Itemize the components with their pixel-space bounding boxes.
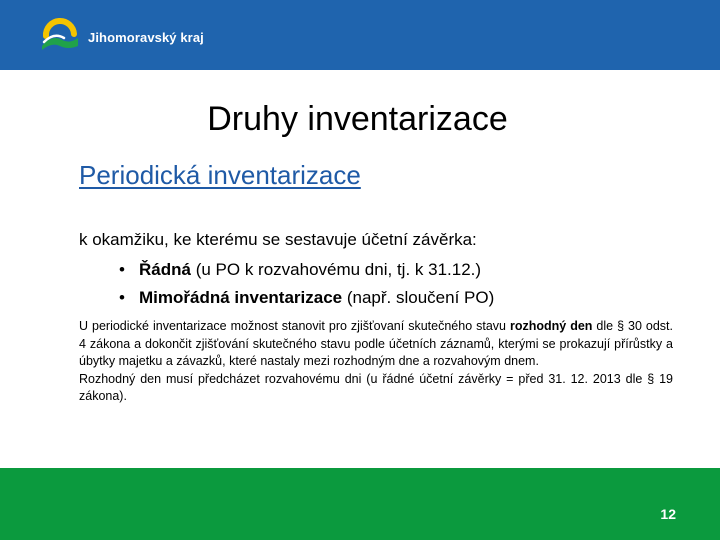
footer-bar bbox=[0, 468, 720, 540]
bullet-text: (např. sloučení PO) bbox=[342, 288, 495, 307]
paragraph-rozvahovy-den: Rozhodný den musí předcházet rozvahovému dni (u řádné účetní závěrky = před 31. 12. 2013 dle § 19 zákona). bbox=[79, 371, 673, 403]
body-text bbox=[79, 318, 673, 406]
header-bar bbox=[0, 0, 720, 70]
bullet-text: (u PO k rozvahovému dni, tj. k 31.12.) bbox=[190, 260, 482, 279]
bullet-icon: • bbox=[119, 260, 125, 279]
list-item bbox=[119, 258, 494, 286]
paragraph-text: dle § 30 odst. 4 zákona a dokončit zjišťování skutečného stavu podle účetních záznamů, kterými se prokazují přírůstky a úbytky majetku a závazků, které nastaly mezi rozhodným dne a rozvahovým dnem. bbox=[79, 319, 673, 368]
page-number: 12 bbox=[660, 506, 676, 522]
jihomoravsky-kraj-logo-icon bbox=[40, 16, 80, 52]
paragraph-bold-text: rozhodný den bbox=[509, 319, 593, 333]
paragraph-rozhodny-den bbox=[79, 318, 673, 371]
paragraph-text: U periodické inventarizace možnost stanovit pro zjišťovaní skutečného stavu bbox=[79, 319, 510, 333]
bullet-list bbox=[119, 258, 494, 314]
slide-title: Druhy inventarizace bbox=[207, 100, 508, 138]
brand-name: Jihomoravský kraj bbox=[88, 30, 204, 45]
bullet-bold-text: Řádná bbox=[139, 260, 191, 279]
list-item bbox=[119, 286, 494, 314]
intro-text: k okamžiku, ke kterému se sestavuje účetní závěrka: bbox=[79, 230, 477, 249]
bullet-bold-text: Mimořádná inventarizace bbox=[139, 288, 343, 307]
bullet-icon: • bbox=[119, 288, 125, 307]
slide-subtitle: Periodická inventarizace bbox=[79, 160, 361, 190]
